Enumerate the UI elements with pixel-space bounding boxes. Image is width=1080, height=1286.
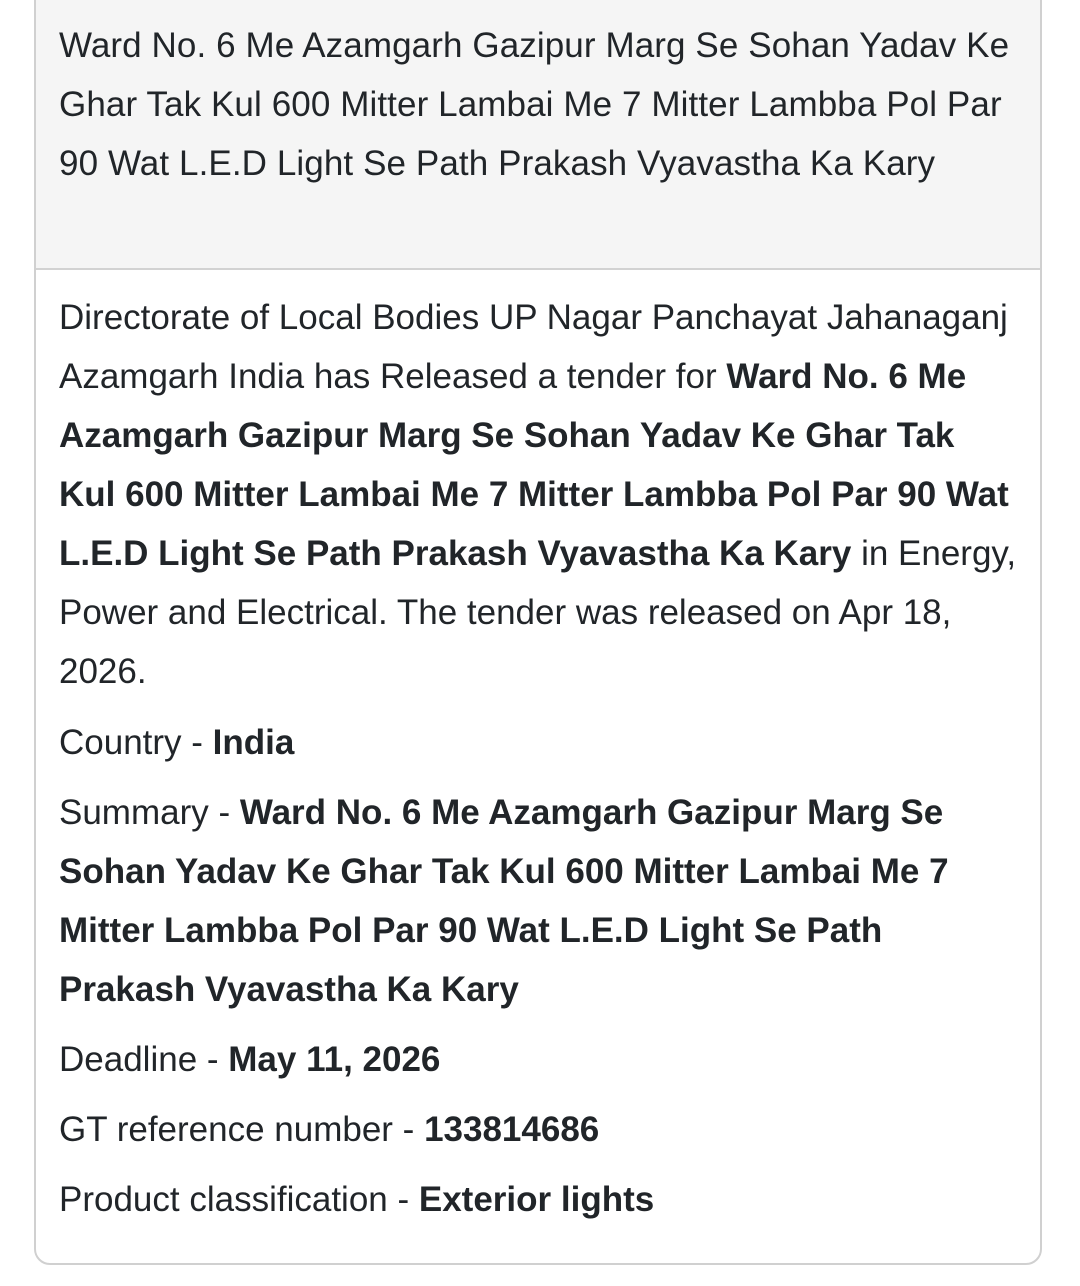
field-value: India bbox=[212, 723, 295, 762]
field-value: May 11, 2026 bbox=[228, 1040, 441, 1079]
field-country bbox=[59, 713, 1017, 772]
field-label: Summary - bbox=[59, 793, 240, 832]
tender-card-header bbox=[36, 0, 1040, 270]
field-label: Country - bbox=[59, 723, 213, 762]
tender-description bbox=[59, 288, 1017, 701]
field-deadline bbox=[59, 1030, 1017, 1089]
field-label: Product classification - bbox=[59, 1180, 419, 1219]
description-prefix: Directorate of Local Bodies UP Nagar Panchayat Jahanaganj Azamgarh India has Released a tender for bbox=[59, 298, 1008, 396]
field-gt-reference bbox=[59, 1100, 1017, 1159]
field-product-classification bbox=[59, 1170, 1017, 1229]
description-title: Ward No. 6 Me Azamgarh Gazipur Marg Se Sohan Yadav Ke Ghar Tak Kul 600 Mitter Lambai Me 7 Mitter Lambba Pol Par 90 Wat L.E.D Light Se Path Prakash Vyavastha Ka Kary bbox=[59, 357, 1009, 573]
tender-card bbox=[34, 0, 1042, 1265]
field-summary bbox=[59, 783, 1017, 1019]
field-label: GT reference number - bbox=[59, 1110, 425, 1149]
field-value: 133814686 bbox=[424, 1110, 600, 1149]
field-value: Exterior lights bbox=[418, 1180, 655, 1219]
tender-card-body bbox=[36, 270, 1040, 1229]
description-suffix: in Energy, Power and Electrical. The tender was released on Apr 18, 2026. bbox=[59, 534, 1017, 691]
tender-title: Ward No. 6 Me Azamgarh Gazipur Marg Se Sohan Yadav Ke Ghar Tak Kul 600 Mitter Lambai Me 7 Mitter Lambba Pol Par 90 Wat L.E.D Light Se Path Prakash Vyavastha Ka Kary bbox=[59, 26, 1010, 183]
field-value: Ward No. 6 Me Azamgarh Gazipur Marg Se Sohan Yadav Ke Ghar Tak Kul 600 Mitter Lambai Me 7 Mitter Lambba Pol Par 90 Wat L.E.D Light Se Path Prakash Vyavastha Ka Kary bbox=[59, 793, 949, 1009]
field-label: Deadline - bbox=[59, 1040, 229, 1079]
